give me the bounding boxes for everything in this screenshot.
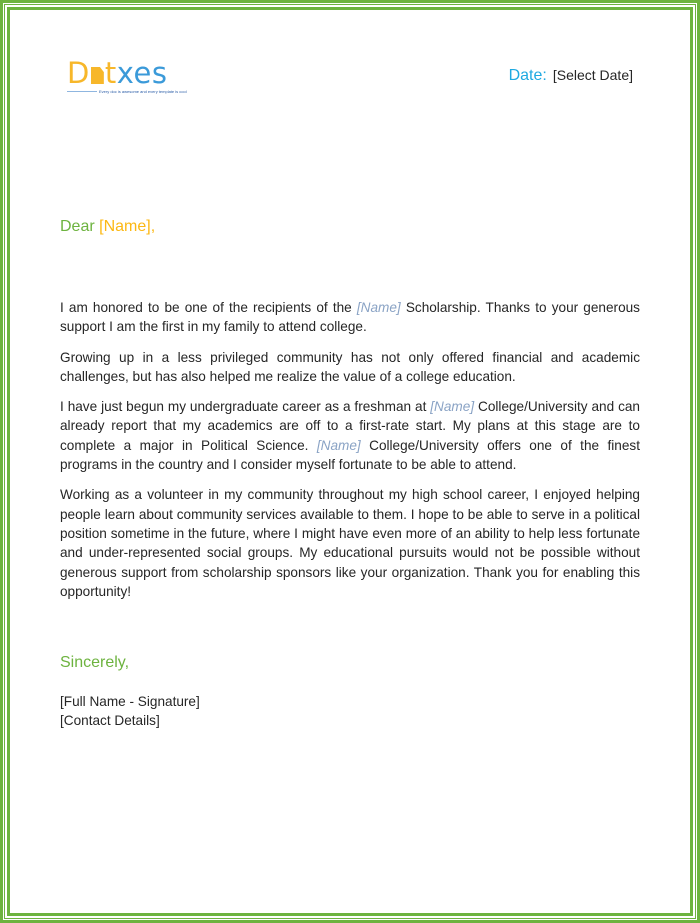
tagline-text: Every doc is awesome and every template is cool [99, 89, 187, 94]
logo-wordmark [67, 58, 177, 88]
p3-text-c: College/University offers one of the finest programs in the country and I consider myself fortunate to be able to attend. [60, 437, 640, 473]
p1-text-b: Scholarship. Thanks to your generous support I am the first in my family to attend college. [60, 300, 640, 335]
college-name-placeholder-2[interactable]: [Name] [316, 437, 361, 453]
date-value[interactable]: [Select Date] [552, 67, 633, 83]
scholarship-name-placeholder[interactable]: [Name] [356, 300, 401, 315]
document-icon [91, 67, 104, 84]
recipient-name-placeholder[interactable]: [Name], [99, 218, 156, 235]
logo-letter-t: t [104, 56, 117, 90]
logo [67, 56, 187, 96]
paragraph-4: Working as a volunteer in my community throughout my high school career, I enjoyed helping people learn about community services available to them. I hope to be able to serve in a political position sometime in the future, where I might have even more of an ability to help less fortunate and under-represented social groups. My educational pursuits would not be possible without generous support from scholarship sponsors like your organization. Thank you for enabling this opportunity! [60, 487, 640, 599]
logo-tagline [67, 89, 187, 94]
p3-text-b: College/University and can already report that my academics are off to a first-rate start. My plans at this stage are to complete a major in Political Science. [60, 399, 640, 453]
full-name-placeholder[interactable]: [Full Name - Signature] [60, 694, 200, 709]
logo-letter-x: x [116, 56, 134, 90]
letter-body [60, 298, 640, 612]
greeting [60, 218, 155, 236]
logo-letter-d: D [67, 56, 90, 90]
college-name-placeholder-1[interactable]: [Name] [430, 399, 475, 415]
signature-block [60, 692, 200, 730]
valediction: Sincerely, [60, 654, 130, 671]
salutation: Dear [60, 218, 95, 235]
p1-text-a: I am honored to be one of the recipients of the [60, 300, 357, 315]
contact-details-placeholder[interactable]: [Contact Details] [60, 713, 160, 728]
p3-text-a: I have just begun my undergraduate career as a freshman at [60, 399, 431, 415]
paragraph-3 [60, 397, 640, 474]
date-field[interactable] [509, 67, 633, 85]
tagline-rule [67, 91, 97, 92]
logo-letters-es: es [133, 56, 168, 90]
date-label: Date: [508, 67, 547, 84]
paragraph-1 [60, 298, 640, 337]
paragraph-2: Growing up in a less privileged community has not only offered financial and academic challenges, but has also helped me realize the value of a college education. [60, 349, 640, 384]
